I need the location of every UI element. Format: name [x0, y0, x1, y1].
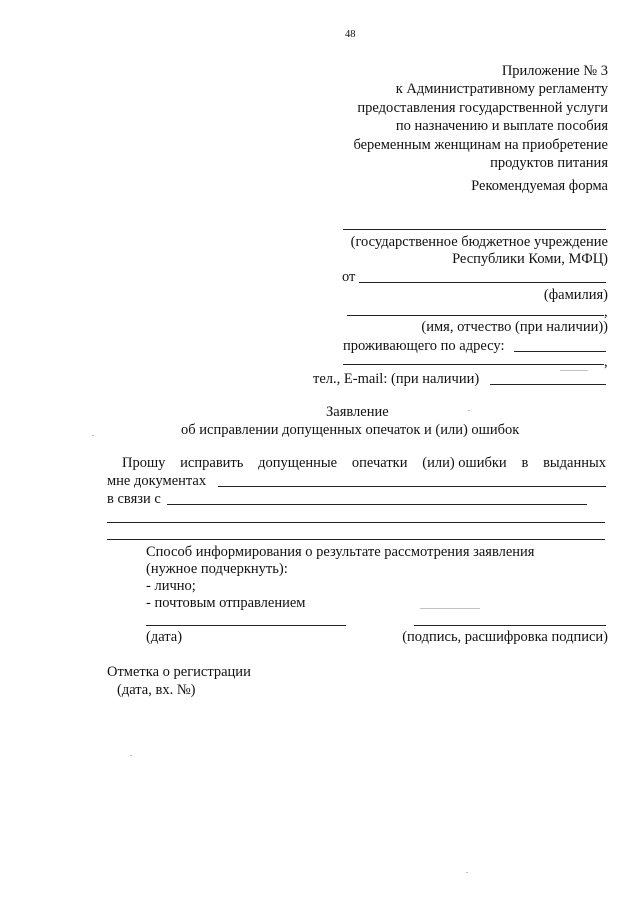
- surname-field-line: [359, 282, 606, 283]
- from-label: от: [342, 269, 356, 285]
- address-field-line: [343, 364, 604, 365]
- recommended-form-label: Рекомендуемая форма: [471, 178, 608, 194]
- scan-speck: [560, 370, 588, 371]
- appendix-line: предоставления государственной услуги: [357, 99, 608, 116]
- notification-option: - лично;: [146, 578, 196, 594]
- name-caption: (имя, отчество (при наличии)): [421, 319, 608, 335]
- scan-speck: [466, 872, 468, 873]
- field-comma: ,: [604, 304, 608, 320]
- request-word: выданных: [543, 455, 606, 471]
- reason-label: в связи с: [107, 491, 161, 507]
- request-word: в: [521, 455, 529, 471]
- appendix-line: по назначению и выплате пособия: [395, 118, 608, 135]
- request-word: (или) ошибки: [422, 455, 507, 471]
- request-word: опечатки: [351, 455, 408, 471]
- appendix-line: Приложение № 3: [501, 63, 608, 79]
- date-caption: (дата): [146, 629, 183, 645]
- signature-caption: (подпись, расшифровка подписи): [402, 629, 608, 645]
- statement-subtitle: об исправлении допущенных опечаток и (или) ошибок: [181, 422, 520, 438]
- documents-label: мне документах: [107, 473, 207, 489]
- signature-field-line: [414, 625, 606, 626]
- surname-caption: (фамилия): [543, 287, 608, 303]
- extra-field-line: [107, 539, 605, 540]
- registration-details: (дата, вх. №): [117, 682, 196, 698]
- name-field-line: [347, 315, 604, 316]
- contacts-field-line: [490, 384, 606, 385]
- date-field-line: [146, 625, 346, 626]
- field-comma: ,: [604, 354, 608, 370]
- institution-field-line: [343, 229, 606, 230]
- residing-label: проживающего по адресу:: [343, 338, 505, 354]
- registration-label: Отметка о регистрации: [107, 664, 251, 680]
- request-word: Прошу: [122, 455, 166, 471]
- notification-method-label: Способ информирования о результате рассмотрения заявления: [146, 544, 535, 560]
- scan-speck: [92, 435, 94, 436]
- request-word: допущенные: [258, 455, 338, 471]
- request-line: [122, 456, 606, 471]
- extra-field-line: [107, 522, 605, 523]
- institution-caption: (государственное бюджетное учреждение: [350, 234, 608, 250]
- appendix-line: к Административному регламенту: [395, 81, 608, 98]
- scan-speck: [468, 410, 470, 411]
- appendix-header: [353, 62, 608, 172]
- appendix-line: беременным женщинам на приобретение: [353, 136, 608, 153]
- appendix-line: продуктов питания: [490, 155, 608, 172]
- contacts-label: тел., E-mail: (при наличии): [313, 371, 480, 387]
- statement-title: Заявление: [326, 404, 389, 420]
- institution-caption: Республики Коми, МФЦ): [452, 251, 608, 267]
- request-word: исправить: [180, 455, 244, 471]
- page-number: 48: [345, 29, 356, 40]
- notification-option: - почтовым отправлением: [146, 595, 306, 611]
- reason-field-line: [167, 504, 587, 505]
- underline-hint: (нужное подчеркнуть):: [146, 561, 288, 577]
- scan-speck: [130, 755, 132, 756]
- documents-field-line: [218, 486, 606, 487]
- address-field-line: [514, 351, 606, 352]
- scan-speck: [420, 608, 480, 609]
